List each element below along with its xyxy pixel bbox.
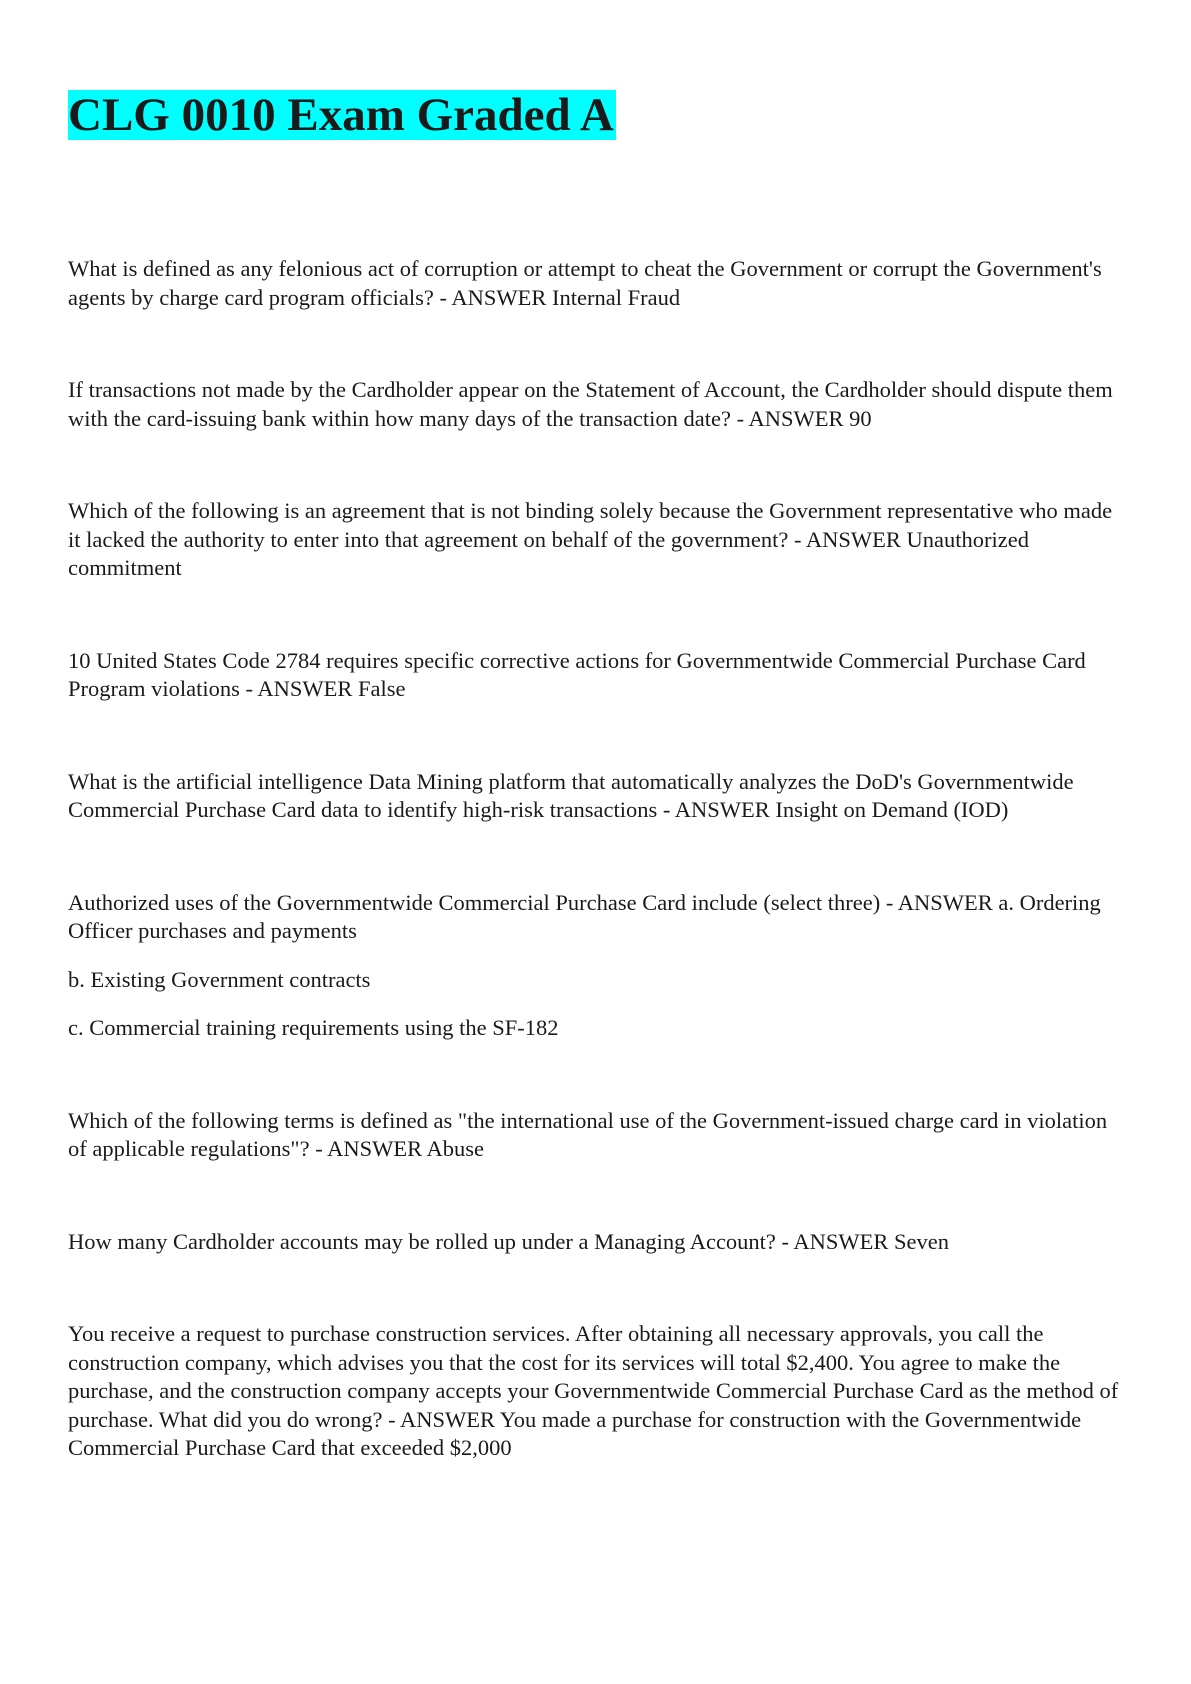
- qa-item: [68, 376, 1126, 433]
- qa-item: [68, 255, 1126, 312]
- title-container: [68, 90, 616, 140]
- page-title: CLG 0010 Exam Graded A: [68, 89, 614, 141]
- qa-item: [68, 1107, 1126, 1164]
- qa-text: You receive a request to purchase construction services. After obtaining all necessary approvals, you call the construction company, which advises you that the cost for its services will total $2,400. You agree to make the purchase, and the construction company accepts your Governmentwide Commercial Purchase Card as the method of purchase. What did you do wrong? - ANSWER You made a purchase for construction with the Governmentwide Commercial Purchase Card that exceeded $2,000: [68, 1321, 1119, 1460]
- qa-item: [68, 497, 1126, 583]
- qa-text: 10 United States Code 2784 requires specific corrective actions for Governmentwide Commercial Purchase Card Program violations - ANSWER False: [68, 647, 1086, 701]
- qa-item: [68, 768, 1126, 825]
- qa-text: Which of the following terms is defined as "the international use of the Government-issued charge card in violation of applicable regulations"? - ANSWER Abuse: [68, 1107, 1108, 1161]
- qa-item: [68, 647, 1126, 704]
- qa-text: What is defined as any felonious act of corruption or attempt to cheat the Government or corrupt the Government's agents by charge card program officials? - ANSWER Internal Fraud: [68, 256, 1102, 310]
- qa-text: How many Cardholder accounts may be rolled up under a Managing Account? - ANSWER Seven: [68, 1228, 950, 1254]
- qa-option: b. Existing Government contracts: [68, 966, 371, 992]
- qa-text: If transactions not made by the Cardholder appear on the Statement of Account, the Cardholder should dispute them with the card-issuing bank within how many days of the transaction date? - ANSWER 90: [68, 377, 1113, 431]
- qa-text: Which of the following is an agreement that is not binding solely because the Government representative who made it lacked the authority to enter into that agreement on behalf of the government? - ANSWER Unauthorized commitment: [68, 498, 1113, 580]
- qa-item: [68, 1228, 1126, 1257]
- qa-option: c. Commercial training requirements using the SF-182: [68, 1015, 559, 1040]
- qa-item: [68, 889, 1126, 1043]
- qa-text: What is the artificial intelligence Data Mining platform that automatically analyzes the DoD's Governmentwide Commercial Purchase Card data to identify high-risk transactions - ANSWER Insight on Demand (IOD): [68, 768, 1074, 822]
- qa-item: [68, 1320, 1126, 1463]
- qa-list: [68, 255, 1126, 1527]
- qa-text: Authorized uses of the Governmentwide Commercial Purchase Card include (select three) - ANSWER a. Ordering Officer purchases and payments: [68, 889, 1101, 943]
